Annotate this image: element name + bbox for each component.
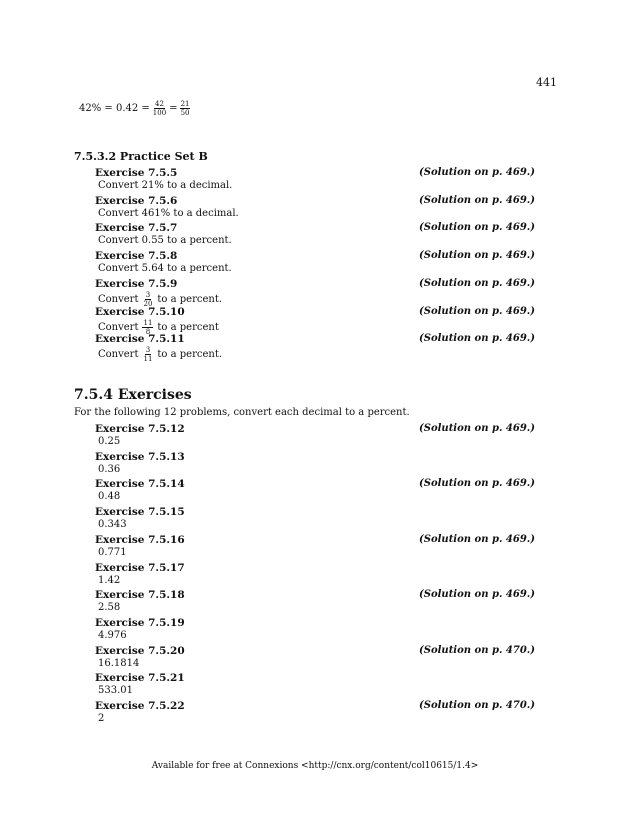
exercise-prompt — [98, 547, 127, 558]
solution-link[interactable]: (Solution on p. 470.) — [419, 644, 535, 656]
exercise-item — [95, 451, 535, 481]
exercise-item — [95, 333, 535, 363]
solution-link[interactable]: (Solution on p. 470.) — [419, 700, 535, 711]
fraction-denominator: 11 — [143, 355, 153, 364]
exercise-title: Exercise 7.5.6 — [95, 194, 178, 207]
exercise-title: Exercise 7.5.15 — [95, 506, 185, 519]
exercise-text: 533.01 — [98, 685, 133, 697]
exercise-item — [95, 222, 535, 252]
footer-availability: Available for free at Connexions <http://cnx.org/content/col10615/1.4> — [151, 761, 479, 771]
solution-link[interactable]: (Solution on p. 469.) — [419, 250, 535, 262]
exercise-text: Convert — [98, 349, 139, 361]
exercise-title: Exercise 7.5.17 — [95, 561, 185, 574]
exercise-item — [95, 250, 535, 280]
fraction-numerator: 3 — [145, 346, 151, 355]
solution-link[interactable]: (Solution on p. 469.) — [419, 423, 535, 434]
exercise-item — [95, 672, 535, 702]
equation-lhs: 42% = 0.42 = — [79, 103, 150, 114]
solution-link[interactable]: (Solution on p. 469.) — [419, 533, 535, 545]
fraction-denominator: 8 — [145, 327, 151, 336]
exercise-text: Convert 461% to a decimal. — [98, 207, 239, 219]
solution-link[interactable]: (Solution on p. 469.) — [419, 589, 535, 601]
exercise-text: to a percent. — [157, 293, 223, 305]
exercise-text: 4.976 — [98, 629, 127, 641]
exercise-text: Convert — [98, 293, 139, 305]
exercise-title: Exercise 7.5.7 — [95, 222, 178, 235]
fraction-numerator: 42 — [155, 100, 164, 108]
exercise-title: Exercise 7.5.12 — [95, 423, 185, 435]
exercise-item — [95, 645, 535, 675]
exercise-title: Exercise 7.5.11 — [95, 333, 185, 346]
exercise-text: 2.58 — [98, 602, 121, 614]
exercise-text: 0.343 — [98, 519, 127, 531]
exercise-item — [95, 423, 535, 453]
section-title: 7.5.4 Exercises — [74, 387, 192, 403]
exercise-item — [95, 506, 535, 536]
fraction-denominator: 50 — [180, 109, 190, 117]
fraction-numerator: 21 — [180, 100, 190, 108]
exercise-title: Exercise 7.5.10 — [95, 305, 185, 318]
equals-sign: = — [169, 103, 178, 114]
solution-link[interactable]: (Solution on p. 469.) — [419, 194, 535, 206]
fraction-denominator: 20 — [143, 299, 153, 308]
exercise-text: 0.771 — [98, 546, 127, 558]
page-number: 441 — [536, 76, 557, 89]
exercise-prompt — [98, 436, 120, 447]
exercise-prompt — [98, 235, 232, 246]
top-equation — [79, 100, 192, 117]
exercise-item — [95, 700, 535, 730]
exercise-item — [95, 617, 535, 647]
exercise-text: to a percent. — [157, 349, 223, 361]
exercise-prompt — [98, 602, 120, 613]
exercise-prompt — [98, 685, 133, 696]
exercise-text: Convert 5.64 to a percent. — [98, 263, 232, 275]
solution-link[interactable]: (Solution on p. 469.) — [419, 167, 535, 178]
solution-link[interactable]: (Solution on p. 469.) — [419, 277, 535, 289]
exercise-item — [95, 562, 535, 592]
exercise-text: Convert 21% to a decimal. — [98, 180, 233, 191]
exercise-item — [95, 534, 535, 564]
exercise-text: 0.48 — [98, 491, 121, 503]
exercise-item — [95, 589, 535, 619]
solution-link[interactable]: (Solution on p. 469.) — [419, 478, 535, 490]
exercise-prompt — [98, 208, 239, 219]
solution-link[interactable]: (Solution on p. 469.) — [419, 305, 535, 317]
exercise-title: Exercise 7.5.21 — [95, 672, 185, 685]
exercise-prompt — [98, 491, 120, 502]
exercise-title: Exercise 7.5.13 — [95, 450, 185, 463]
fraction-numerator: 3 — [145, 290, 151, 299]
fraction — [180, 100, 191, 117]
fraction — [152, 100, 167, 117]
fraction-denominator: 100 — [152, 109, 167, 117]
exercise-item — [95, 306, 535, 336]
fraction-numerator: 11 — [143, 318, 153, 327]
section-intro: For the following 12 problems, convert each decimal to a percent. — [74, 407, 410, 418]
exercise-text: Convert — [98, 321, 139, 333]
exercise-prompt — [98, 180, 232, 191]
exercise-title: Exercise 7.5.5 — [95, 167, 178, 179]
exercise-text: Convert 0.55 to a percent. — [98, 235, 232, 247]
exercise-text: 2 — [98, 713, 105, 724]
exercise-text: 0.25 — [98, 436, 121, 447]
exercise-title: Exercise 7.5.9 — [95, 277, 178, 290]
exercise-item — [95, 167, 535, 197]
exercise-prompt — [98, 713, 104, 724]
exercise-title: Exercise 7.5.16 — [95, 533, 185, 546]
exercise-prompt — [98, 519, 127, 530]
exercise-item — [95, 195, 535, 225]
exercise-text: 1.42 — [98, 574, 121, 586]
exercise-text: to a percent — [157, 321, 219, 333]
exercise-prompt — [98, 658, 139, 669]
exercise-item — [95, 478, 535, 508]
exercise-title: Exercise 7.5.20 — [95, 644, 185, 657]
exercise-title: Exercise 7.5.19 — [95, 616, 185, 629]
exercise-prompt — [98, 575, 120, 586]
exercise-prompt — [98, 263, 232, 274]
exercise-prompt — [98, 630, 127, 641]
exercise-item — [95, 278, 535, 308]
exercise-prompt — [98, 346, 222, 363]
exercise-title: Exercise 7.5.14 — [95, 478, 185, 491]
exercise-prompt — [98, 464, 120, 475]
exercise-text: 0.36 — [98, 463, 121, 475]
subsection-title: 7.5.3.2 Practice Set B — [74, 150, 208, 163]
solution-link[interactable]: (Solution on p. 469.) — [419, 222, 535, 234]
exercise-title: Exercise 7.5.18 — [95, 589, 185, 602]
exercise-title: Exercise 7.5.22 — [95, 700, 185, 712]
solution-link[interactable]: (Solution on p. 469.) — [419, 333, 535, 345]
exercise-title: Exercise 7.5.8 — [95, 250, 178, 263]
exercise-text: 16.1814 — [98, 657, 140, 669]
fraction — [142, 346, 153, 363]
